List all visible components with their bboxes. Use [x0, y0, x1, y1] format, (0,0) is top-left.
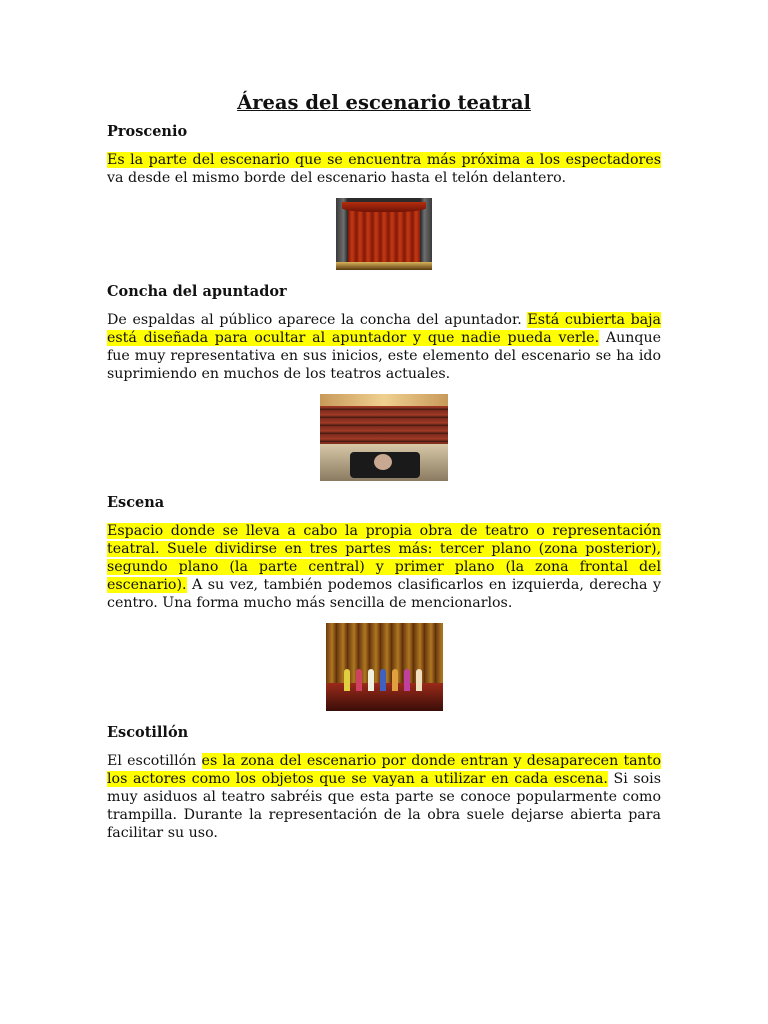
curtain-stage-image — [336, 198, 432, 270]
figure-concha — [107, 394, 661, 481]
section-heading-concha: Concha del apuntador — [107, 283, 287, 300]
section-text-proscenio — [107, 151, 661, 187]
highlighted-text: es la zona del escenario por donde entran y desaparecen tanto los actores como los objetos que se vayan a utilizar en cada escena. — [107, 753, 661, 787]
highlighted-text: Es la parte del escenario que se encuentra más próxima a los espectadores — [107, 152, 661, 168]
section-heading-escotillon: Escotillón — [107, 724, 189, 741]
section-heading-proscenio: Proscenio — [107, 123, 188, 140]
highlighted-text: Espacio donde se lleva a cabo la propia obra de teatro o representación teatral. Suele dividirse en tres partes más: tercer plano (zona posterior), segundo plano (la parte central) y primer plano (la zona frontal del escenario). — [107, 523, 661, 593]
plain-text: Si sois muy asiduos al teatro sabréis que esta parte se conoce popularmente como trampilla. Durante la representación de la obra suele dejarse abierta para facilitar su uso. — [107, 771, 661, 841]
section-text-escotillon — [107, 752, 661, 842]
plain-text: A su vez, también podemos clasificarlos en izquierda, derecha y centro. Una forma mucho más sencilla de mencionarlos. — [107, 577, 661, 611]
scene-performance-image — [326, 623, 443, 711]
prompter-shell-image — [320, 394, 448, 481]
section-text-concha — [107, 311, 661, 383]
figure-escena — [107, 623, 661, 711]
section-text-escena — [107, 522, 661, 612]
plain-text: De espaldas al público aparece la concha del apuntador. — [107, 312, 528, 328]
plain-text: Aunque fue muy representativa en sus inicios, este elemento del escenario se ha ido suprimiendo en muchos de los teatros actuales. — [107, 330, 661, 382]
document-content — [107, 90, 661, 842]
figure-proscenio — [107, 198, 661, 270]
section-heading-escena: Escena — [107, 494, 165, 511]
document-title: Áreas del escenario teatral — [237, 91, 531, 114]
plain-text: va desde el mismo borde del escenario hasta el telón delantero. — [107, 170, 566, 186]
highlighted-text: Está cubierta baja está diseñada para ocultar al apuntador y que nadie pueda verle. — [107, 312, 661, 346]
plain-text: El escotillón — [107, 753, 202, 769]
